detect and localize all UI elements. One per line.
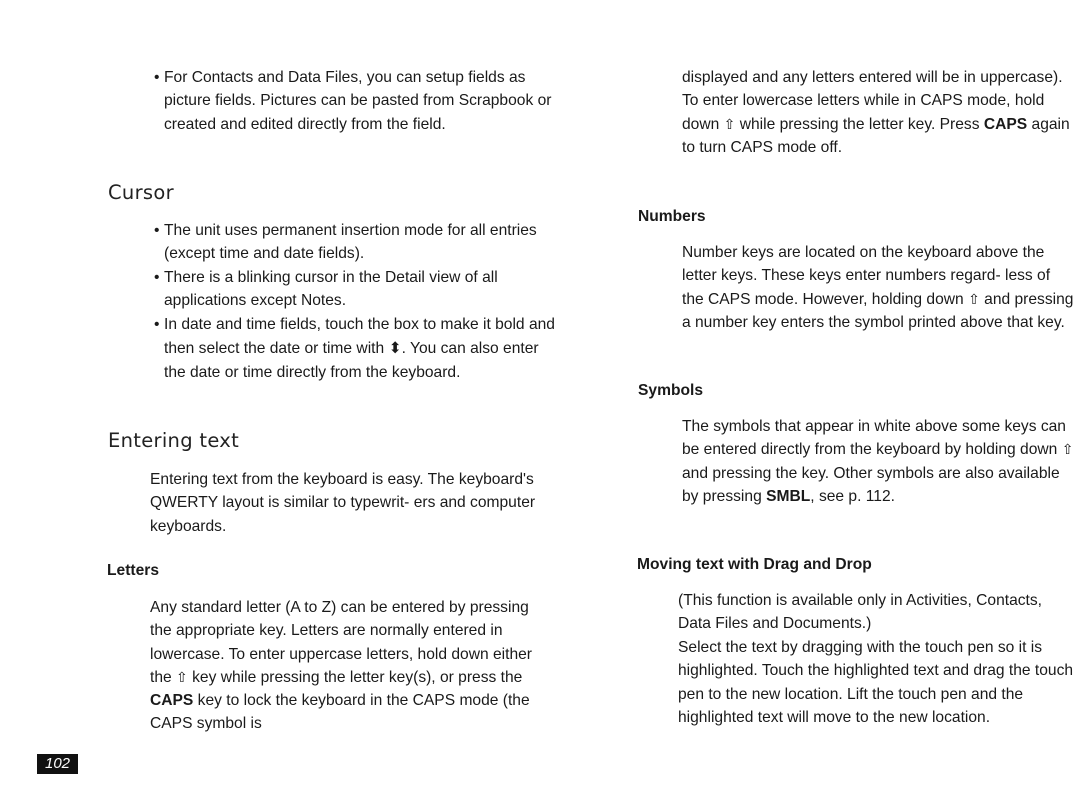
blinking-cursor-bullet: • There is a blinking cursor in the Detail view of all applications except Notes. <box>154 266 564 313</box>
picture-fields-bullet: • For Contacts and Data Files, you can setup fields as picture fields. Pictures can be pasted from Scrapbook or created and edited directly from the field. <box>154 66 564 136</box>
letters-paragraph <box>150 596 540 736</box>
drag-drop-instructions: Select the text by dragging with the touch pen so it is highlighted. Touch the highlighted text and drag the touch pen to the new location. Lift the touch pen and the highlighted text will move to the new location. <box>678 639 1074 726</box>
smbl-key-label: SMBL <box>766 487 811 505</box>
numbers-text-a: Number keys are located on the keyboard above the letter keys. These keys enter numbers regard- less of the CAPS mode. However, holding down <box>682 244 1051 308</box>
letters-text-c: key to lock the keyboard in the CAPS mode (the CAPS symbol is <box>150 692 530 733</box>
right-column <box>600 0 1080 807</box>
cursor-heading: Cursor <box>108 181 174 204</box>
up-down-arrow-icon: ⬍ <box>388 340 402 357</box>
shift-key-icon: ⇧ <box>1061 441 1074 458</box>
symbols-text-a: The symbols that appear in white above some keys can be entered directly from the keyboard by holding down <box>682 418 1066 459</box>
date-time-bullet <box>154 313 564 385</box>
symbols-text-b: and pressing the key. Other symbols are also available by pressing <box>682 464 1060 505</box>
caps-key-label: CAPS <box>983 115 1028 133</box>
numbers-heading: Numbers <box>638 208 706 225</box>
entering-text-paragraph: Entering text from the keyboard is easy. The keyboard's QWERTY layout is similar to typewrit- ers and computer keyboards. <box>150 471 536 535</box>
caps-key-label: CAPS <box>150 692 194 710</box>
symbols-heading: Symbols <box>638 382 703 399</box>
date-time-text-a: In date and time fields, touch the box to make it bold and then select the date or time with <box>164 316 555 357</box>
shift-key-icon: ⇧ <box>968 290 980 307</box>
insertion-mode-bullet: • The unit uses permanent insertion mode for all entries (except time and date fields). <box>154 219 564 266</box>
symbols-paragraph <box>682 415 1076 508</box>
cont-text-b: while pressing the letter key. Press <box>739 115 980 133</box>
shift-key-icon: ⇧ <box>723 115 736 132</box>
entering-text-heading: Entering text <box>108 429 240 452</box>
letters-heading: Letters <box>107 562 159 579</box>
symbols-text-c: , see p. 112. <box>810 487 895 505</box>
cont-text-c: again to turn CAPS mode off. <box>682 115 1070 156</box>
drag-drop-availability: (This function is available only in Activities, Contacts, Data Files and Documents.) <box>678 592 1043 633</box>
drag-drop-heading: Moving text with Drag and Drop <box>637 556 872 573</box>
letters-text-a: Any standard letter (A to Z) can be entered by pressing the appropriate key. Letters are normally entered in lowercase. To enter uppercase letters, hold down either the <box>150 599 532 686</box>
caps-continuation-paragraph <box>682 66 1074 159</box>
numbers-paragraph <box>682 241 1074 334</box>
shift-key-icon: ⇧ <box>176 668 188 685</box>
date-time-text-b: . You can also enter the date or time directly from the keyboard. <box>164 340 539 381</box>
cont-text-a: displayed and any letters entered will be in uppercase). To enter lowercase letters while in CAPS mode, hold down <box>682 69 1063 133</box>
letters-text-b: key while pressing the letter key(s), or press the <box>192 668 523 686</box>
page-number: 102 <box>37 754 78 774</box>
numbers-text-b: and pressing a number key enters the symbol printed above that key. <box>682 290 1074 331</box>
